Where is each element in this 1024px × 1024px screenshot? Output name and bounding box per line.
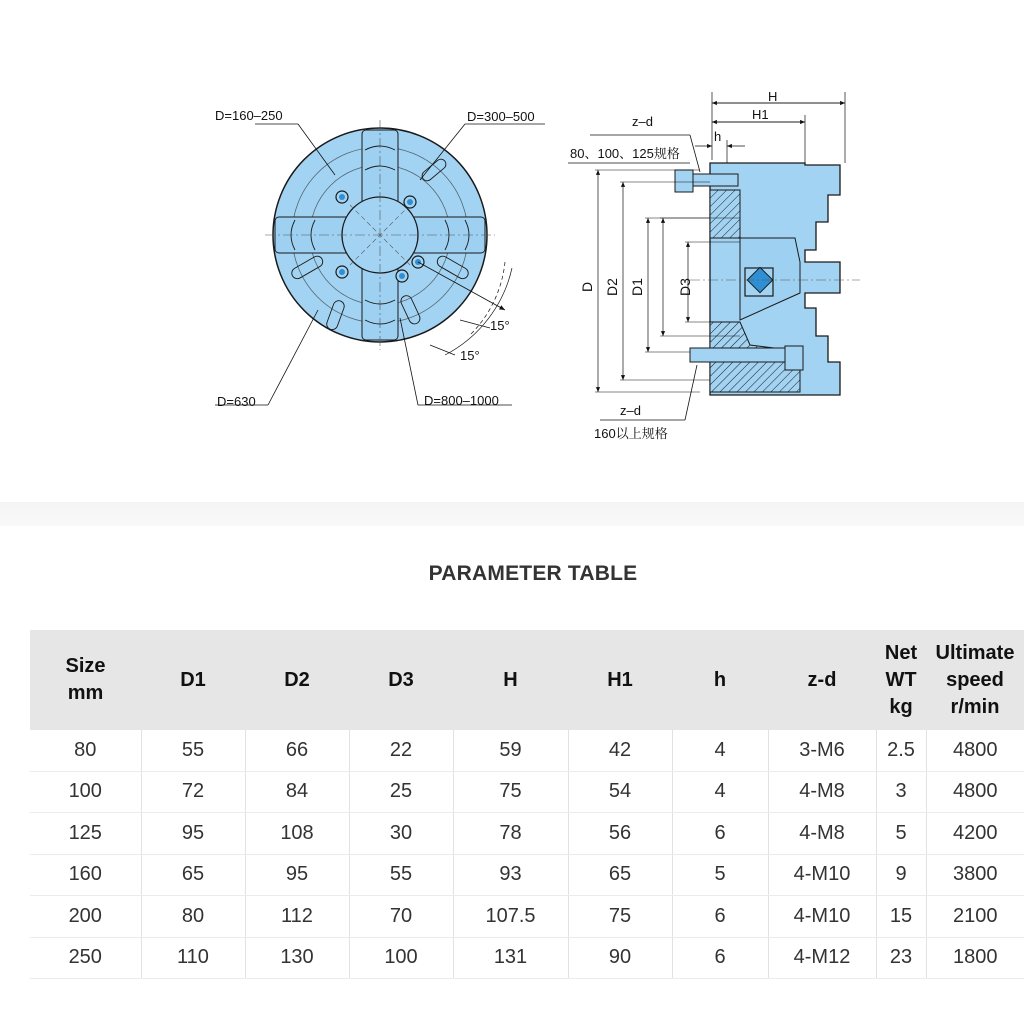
table-cell: 160 — [30, 854, 141, 896]
table-cell: 4200 — [926, 813, 1024, 855]
table-cell: 1800 — [926, 937, 1024, 979]
column-header-text: Ultimate — [935, 641, 1015, 664]
table-cell: 6 — [672, 813, 768, 855]
table-cell: 80 — [30, 730, 141, 771]
column-header-text: mm — [67, 682, 104, 704]
label-dim-D: D — [579, 281, 595, 292]
label-dim-H: H — [768, 89, 778, 104]
table-cell: 3-M6 — [768, 730, 876, 771]
table-cell: 107.5 — [453, 896, 568, 938]
label-d-800-1000: D=800–1000 — [424, 393, 499, 408]
column-header-text: D1 — [180, 668, 206, 691]
table-cell: 4 — [672, 771, 768, 813]
table-cell: 25 — [349, 771, 453, 813]
column-header-text: Size — [65, 655, 106, 677]
column-header — [926, 630, 1024, 730]
table-cell: 75 — [568, 896, 672, 938]
table-cell: 95 — [141, 813, 245, 855]
label-d-300-500: D=300–500 — [467, 109, 535, 124]
label-spec-small: 80、100、125规格 — [570, 146, 680, 161]
table-cell: 5 — [876, 813, 926, 855]
table-cell: 70 — [349, 896, 453, 938]
label-d-160-250: D=160–250 — [215, 108, 283, 123]
column-header-text: r/min — [950, 695, 1000, 718]
column-header-text: h — [713, 668, 727, 691]
table-cell: 59 — [453, 730, 568, 771]
table-cell: 65 — [141, 854, 245, 896]
table-row — [30, 813, 1024, 855]
table-cell: 54 — [568, 771, 672, 813]
label-zd-top: z–d — [632, 114, 653, 129]
table-cell: 65 — [568, 854, 672, 896]
parameter-table — [30, 630, 1024, 979]
table-cell: 4800 — [926, 730, 1024, 771]
label-dim-D1: D1 — [629, 278, 645, 296]
label-dim-h: h — [714, 129, 722, 144]
table-cell: 75 — [453, 771, 568, 813]
column-header — [245, 630, 349, 730]
table-cell: 4-M8 — [768, 813, 876, 855]
table-title: PARAMETER TABLE — [428, 562, 638, 585]
table-cell: 3 — [876, 771, 926, 813]
label-dim-D2: D2 — [604, 278, 620, 296]
table-row — [30, 771, 1024, 813]
table-cell: 125 — [30, 813, 141, 855]
table-cell: 3800 — [926, 854, 1024, 896]
table-cell: 108 — [245, 813, 349, 855]
label-angle-15-b: 15° — [460, 348, 480, 363]
table-cell: 100 — [349, 937, 453, 979]
table-row — [30, 896, 1024, 938]
label-spec-large: 160以上规格 — [594, 426, 668, 441]
chuck-front-view — [215, 120, 545, 405]
table-row — [30, 854, 1024, 896]
table-cell: 4800 — [926, 771, 1024, 813]
table-cell: 4 — [672, 730, 768, 771]
table-cell: 80 — [141, 896, 245, 938]
table-cell: 55 — [141, 730, 245, 771]
column-header — [768, 630, 876, 730]
label-dim-H1: H1 — [752, 107, 769, 122]
table-cell: 100 — [30, 771, 141, 813]
column-header — [453, 630, 568, 730]
table-cell: 2.5 — [876, 730, 926, 771]
table-cell: 6 — [672, 937, 768, 979]
column-header-text: z-d — [807, 668, 837, 691]
label-zd-bottom: z–d — [620, 403, 641, 418]
column-header-text: WT — [885, 668, 917, 691]
chuck-technical-drawing — [0, 0, 1024, 500]
section-divider — [0, 502, 1024, 526]
column-header-text: H — [503, 668, 518, 691]
table-cell: 4-M8 — [768, 771, 876, 813]
column-header-text: Net — [884, 641, 918, 664]
table-row — [30, 730, 1024, 771]
column-header-text: H1 — [607, 668, 633, 691]
column-header-text: kg — [889, 695, 913, 718]
table-cell: 200 — [30, 896, 141, 938]
table-cell: 90 — [568, 937, 672, 979]
table-cell: 4-M10 — [768, 854, 876, 896]
table-cell: 42 — [568, 730, 672, 771]
label-d-630: D=630 — [217, 394, 256, 409]
table-cell: 56 — [568, 813, 672, 855]
table-cell: 72 — [141, 771, 245, 813]
column-header — [672, 630, 768, 730]
table-cell: 112 — [245, 896, 349, 938]
table-body — [30, 730, 1024, 979]
table-cell: 95 — [245, 854, 349, 896]
table-cell: 93 — [453, 854, 568, 896]
table-cell: 250 — [30, 937, 141, 979]
table-cell: 55 — [349, 854, 453, 896]
column-header — [30, 630, 141, 730]
table-cell: 6 — [672, 896, 768, 938]
table-cell: 78 — [453, 813, 568, 855]
table-cell: 22 — [349, 730, 453, 771]
table-cell: 66 — [245, 730, 349, 771]
column-header — [141, 630, 245, 730]
table-row — [30, 937, 1024, 979]
column-header-text: D3 — [388, 668, 414, 691]
column-header-text: D2 — [284, 668, 310, 691]
table-cell: 110 — [141, 937, 245, 979]
table-cell: 23 — [876, 937, 926, 979]
table-cell: 2100 — [926, 896, 1024, 938]
table-cell: 4-M10 — [768, 896, 876, 938]
table-cell: 131 — [453, 937, 568, 979]
table-cell: 84 — [245, 771, 349, 813]
table-cell: 15 — [876, 896, 926, 938]
table-cell: 30 — [349, 813, 453, 855]
table-cell: 5 — [672, 854, 768, 896]
table-cell: 130 — [245, 937, 349, 979]
label-dim-D3: D3 — [677, 278, 693, 296]
table-cell: 4-M12 — [768, 937, 876, 979]
column-header — [349, 630, 453, 730]
label-angle-15-a: 15° — [490, 318, 510, 333]
table-header-row — [30, 630, 1024, 730]
column-header — [568, 630, 672, 730]
table-cell: 9 — [876, 854, 926, 896]
column-header — [876, 630, 926, 730]
column-header-text: speed — [946, 668, 1004, 691]
